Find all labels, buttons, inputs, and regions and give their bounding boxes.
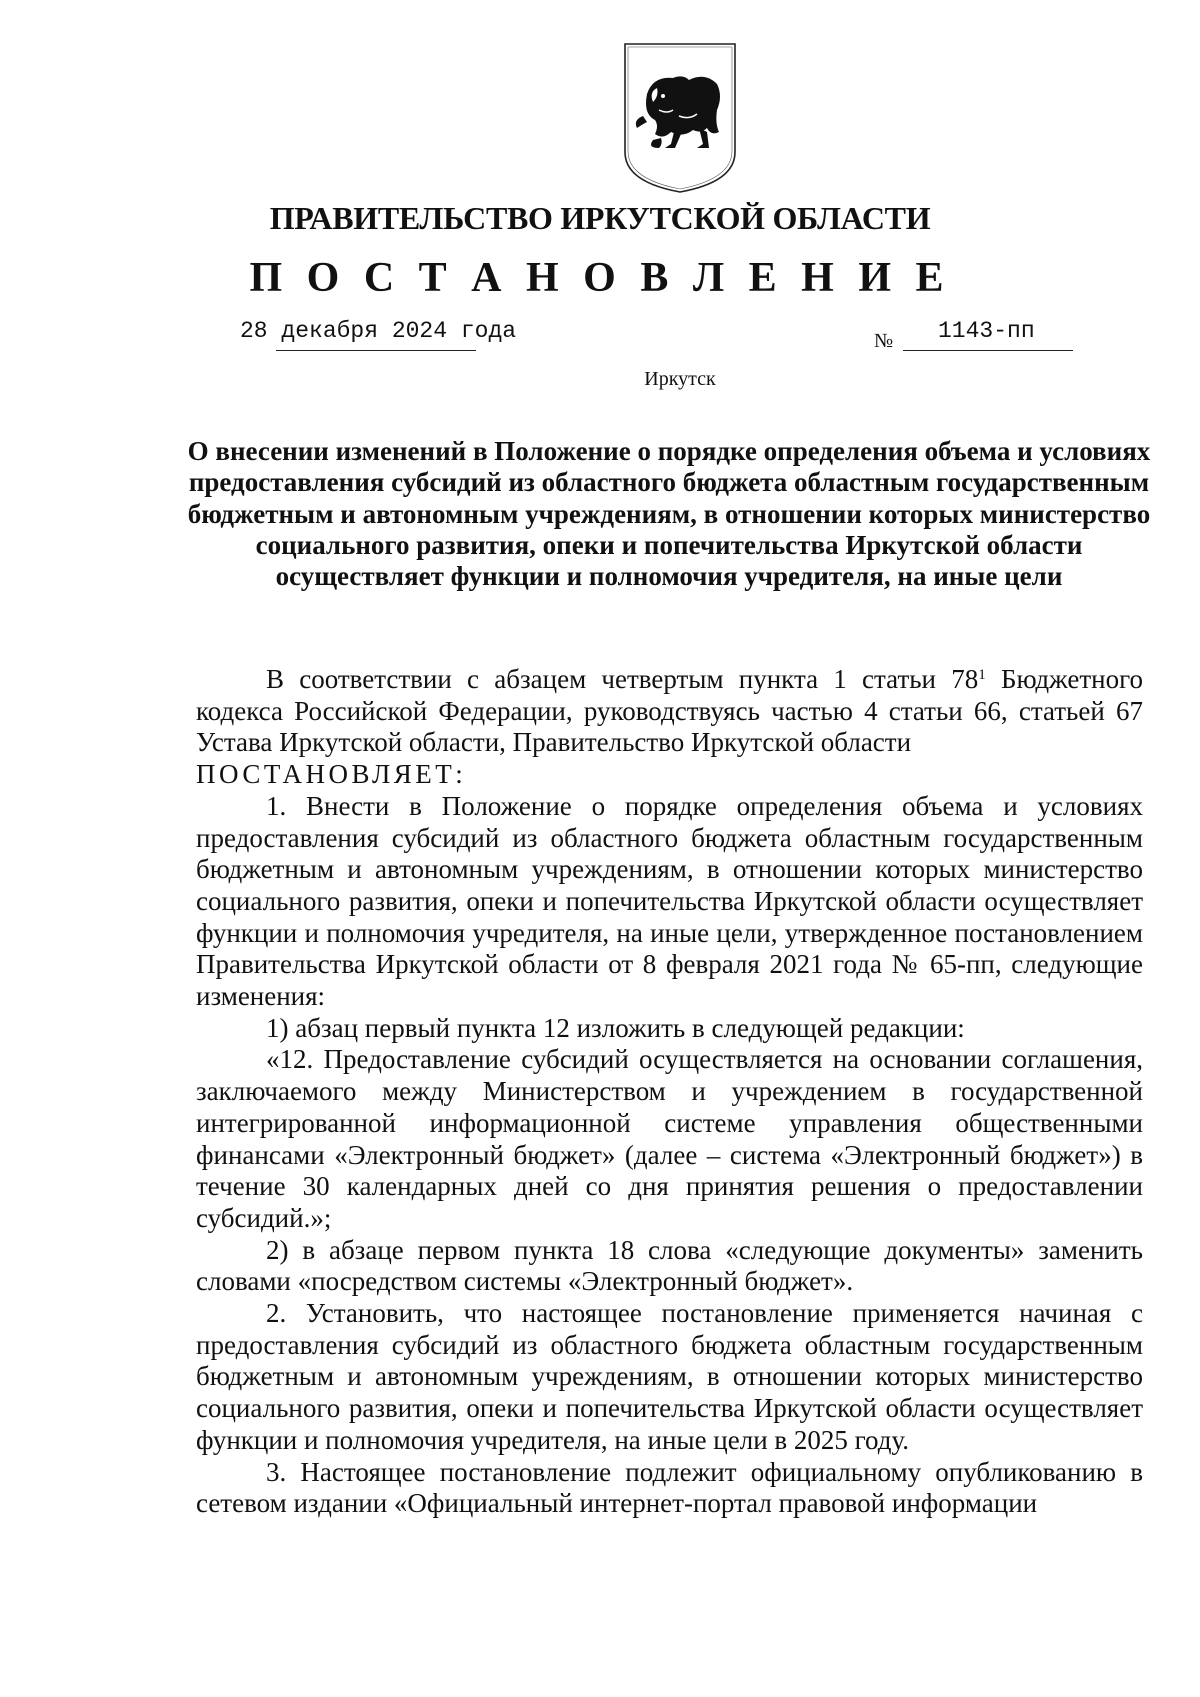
paragraph-item-1: 1. Внести в Положение о порядке определения объема и условиях предоставления субсидий из областного бюджета областным государственным бюджетным и автономным учреждениям, в отношении которых министерство социального развития, опеки и попечительства Иркутской области осуществляет функции и полномочия учредителя, на иные цели, утвержденное постановлением Правительства Иркутской области от 8 февраля 2021 года № 65-пп, следующие изменения: [196, 790, 1143, 1012]
paragraph-subitem-2: 2) в абзаце первом пункта 18 слова «следующие документы» заменить словами «посредством системы «Электронный бюджет». [196, 1234, 1143, 1297]
decree-body [196, 664, 1143, 1520]
date-underline [276, 350, 476, 351]
article-superscript: 1 [978, 667, 986, 683]
paragraph-quote-12: «12. Предоставление субсидий осуществляется на основании соглашения, заключаемого между Министерством и учреждением в государственной интегрированной информационной системе управления общественными финансами «Электронный бюджет» (далее – система «Электронный бюджет») в течение 30 календарных дней со дня принятия решения о предоставлении субсидий.»; [196, 1044, 1143, 1233]
decree-title: О внесении изменений в Положение о порядке определения объема и условиях предоставления субсидий из областного бюджета областным государственным бюджетным и автономным учреждениям, в отношении которых министерство социального развития, опеки и попечительства Иркутской области осуществляет функции и полномочия учредителя, на иные цели [187, 436, 1151, 592]
paragraph-subitem-1: 1) абзац первый пункта 12 изложить в следующей редакции: [266, 1012, 965, 1043]
preamble-paragraph [196, 664, 1143, 759]
coat-of-arms-emblem [619, 40, 741, 196]
preamble-text-part2: Бюджетного кодекса Российской Федерации, руководствуясь частью 4 статьи 66, статьей 67 Устава Иркутской области, Правительство Иркутской области [196, 664, 1143, 758]
number-underline [903, 350, 1073, 351]
number-sign: № [874, 330, 894, 352]
paragraph-item-2: 2. Установить, что настоящее постановление применяется начиная с предоставления субсидий из областного бюджета областным государственным бюджетным и автономным учреждениям, в отношении которых министерство социального развития, опеки и попечительства Иркутской области осуществляет функции и полномочия учредителя, на иные цели в 2025 году. [196, 1298, 1143, 1455]
resolves-heading: ПОСТАНОВЛЯЕТ: [196, 759, 467, 790]
paragraph-item-3: 3. Настоящее постановление подлежит официальному опубликованию в сетевом издании «Официальный интернет-портал правовой информации [196, 1456, 1143, 1519]
document-type: П О С Т А Н О В Л Е Н И Е [249, 255, 951, 301]
coat-of-arms-icon [619, 40, 741, 196]
city-name: Иркутск [644, 368, 716, 390]
decree-date: 28 декабря 2024 года [240, 318, 517, 344]
government-name: ПРАВИТЕЛЬСТВО ИРКУТСКОЙ ОБЛАСТИ [269, 200, 931, 236]
preamble-text-part1: В соответствии с абзацем четвертым пункта 1 статьи 78 [266, 664, 979, 694]
decree-number: 1143-пп [938, 318, 1035, 344]
